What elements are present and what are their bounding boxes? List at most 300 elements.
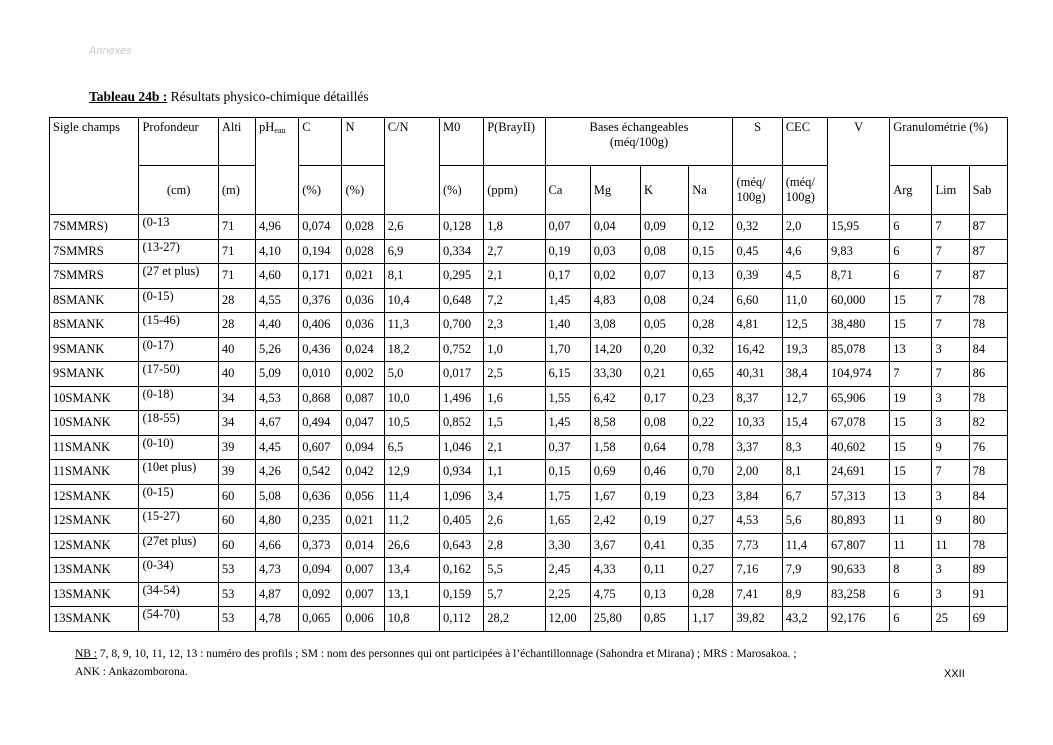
table-cell: (54-70)	[139, 607, 218, 632]
table-row	[50, 435, 1008, 460]
table-cell: 85,078	[827, 337, 889, 362]
col-sigle-header: Sigle champs	[50, 118, 139, 215]
table-cell: 0,007	[342, 558, 384, 583]
table-cell: 15,95	[827, 215, 889, 240]
table-cell: (0-34)	[139, 558, 218, 583]
table-cell: 4,5	[782, 264, 827, 289]
table-cell: 0,17	[640, 386, 688, 411]
table-cell: 60	[218, 533, 255, 558]
col-s-header: S	[733, 118, 782, 166]
table-cell: 7SMMRS	[50, 239, 139, 264]
table-cell: 8,37	[733, 386, 782, 411]
table-row	[50, 362, 1008, 387]
table-cell: (17-50)	[139, 362, 218, 387]
table-cell: (27 et plus)	[139, 264, 218, 289]
table-cell: 19	[890, 386, 932, 411]
table-cell: 0,934	[439, 460, 483, 485]
table-cell: 8,58	[590, 411, 640, 436]
table-cell: 12SMANK	[50, 509, 139, 534]
table-cell: 11,4	[384, 484, 439, 509]
table-cell: 0,700	[439, 313, 483, 338]
table-cell: 4,78	[256, 607, 299, 632]
footnote-label: NB :	[75, 648, 98, 660]
table-cell: 1,45	[545, 411, 590, 436]
table-cell: 53	[218, 582, 255, 607]
table-cell: 0,010	[299, 362, 342, 387]
table-cell: 0,112	[439, 607, 483, 632]
col-sab-header: Sab	[969, 166, 1007, 215]
table-cell: 15,4	[782, 411, 827, 436]
table-cell: 10,8	[384, 607, 439, 632]
col-p-header: P(BrayII)	[484, 118, 545, 166]
table-cell: 8,1	[384, 264, 439, 289]
table-cell: 0,24	[689, 288, 733, 313]
table-cell: 0,41	[640, 533, 688, 558]
table-cell: 0,171	[299, 264, 342, 289]
table-cell: 90,633	[827, 558, 889, 583]
table-cell: 2,6	[484, 509, 545, 534]
table-cell: 1,65	[545, 509, 590, 534]
table-cell: 0,19	[640, 484, 688, 509]
table-cell: 5,0	[384, 362, 439, 387]
table-cell: 60	[218, 509, 255, 534]
table-cell: 0,376	[299, 288, 342, 313]
col-ca-header: Ca	[545, 166, 590, 215]
table-cell: 8,3	[782, 435, 827, 460]
table-cell: 8	[890, 558, 932, 583]
table-cell: 0,69	[590, 460, 640, 485]
table-cell: (0-13	[139, 215, 218, 240]
table-cell: 0,028	[342, 239, 384, 264]
table-cell: 11	[890, 533, 932, 558]
table-cell: 0,162	[439, 558, 483, 583]
s-unit: (méq/ 100g)	[733, 166, 782, 215]
table-cell: 6,60	[733, 288, 782, 313]
table-cell: 4,45	[256, 435, 299, 460]
table-cell: 53	[218, 558, 255, 583]
table-cell: (0-18)	[139, 386, 218, 411]
table-cell: 4,80	[256, 509, 299, 534]
table-cell: 11,4	[782, 533, 827, 558]
table-cell: 7	[932, 264, 969, 289]
table-row	[50, 288, 1008, 313]
table-row	[50, 215, 1008, 240]
table-cell: 0,014	[342, 533, 384, 558]
table-row	[50, 239, 1008, 264]
table-cell: (13-27)	[139, 239, 218, 264]
table-cell: 0,852	[439, 411, 483, 436]
table-cell: 1,1	[484, 460, 545, 485]
table-cell: 86	[969, 362, 1007, 387]
table-cell: 0,08	[640, 288, 688, 313]
table-cell: 12SMANK	[50, 484, 139, 509]
table-cell: 0,23	[689, 386, 733, 411]
table-cell: 0,27	[689, 558, 733, 583]
table-cell: 0,295	[439, 264, 483, 289]
table-cell: 0,32	[733, 215, 782, 240]
table-cell: 0,334	[439, 239, 483, 264]
table-cell: 65,906	[827, 386, 889, 411]
col-na-header: Na	[689, 166, 733, 215]
table-cell: 80,893	[827, 509, 889, 534]
table-cell: 0,868	[299, 386, 342, 411]
table-cell: 15	[890, 411, 932, 436]
table-cell: 7	[932, 215, 969, 240]
table-cell: 12,7	[782, 386, 827, 411]
table-cell: 76	[969, 435, 1007, 460]
table-cell: 7SMMRS	[50, 264, 139, 289]
table-cell: 11,2	[384, 509, 439, 534]
table-cell: 0,02	[590, 264, 640, 289]
table-cell: 1,75	[545, 484, 590, 509]
table-cell: 1,17	[689, 607, 733, 632]
table-cell: 0,074	[299, 215, 342, 240]
table-cell: 78	[969, 288, 1007, 313]
table-cell: 4,73	[256, 558, 299, 583]
table-cell: 0,042	[342, 460, 384, 485]
table-cell: 10,4	[384, 288, 439, 313]
table-cell: 0,094	[342, 435, 384, 460]
table-cell: 0,27	[689, 509, 733, 534]
table-cell: 0,08	[640, 411, 688, 436]
table-cell: 69	[969, 607, 1007, 632]
table-cell: 0,05	[640, 313, 688, 338]
table-cell: 87	[969, 215, 1007, 240]
table-cell: 78	[969, 533, 1007, 558]
table-cell: 5,5	[484, 558, 545, 583]
table-cell: 2,5	[484, 362, 545, 387]
table-cell: 14,20	[590, 337, 640, 362]
table-cell: 8,1	[782, 460, 827, 485]
table-cell: 92,176	[827, 607, 889, 632]
table-cell: 3,84	[733, 484, 782, 509]
table-cell: 8,9	[782, 582, 827, 607]
table-cell: 28	[218, 288, 255, 313]
table-cell: 0,65	[689, 362, 733, 387]
footnote-line1: 7, 8, 9, 10, 11, 12, 13 : numéro des profils ; SM : nom des personnes qui ont participées à l’échantillonnage (Sahondra et Mirana) ; MRS : Marosakoa. ;	[97, 648, 797, 660]
col-c-header: C	[299, 118, 342, 166]
table-cell: 0,373	[299, 533, 342, 558]
table-cell: 0,194	[299, 239, 342, 264]
table-cell: 10SMANK	[50, 386, 139, 411]
table-cell: 0,021	[342, 264, 384, 289]
table-cell: 2,0	[782, 215, 827, 240]
table-cell: 1,496	[439, 386, 483, 411]
table-cell: 11SMANK	[50, 435, 139, 460]
table-cell: 0,08	[640, 239, 688, 264]
table-cell: 104,974	[827, 362, 889, 387]
caption-text: Résultats physico-chimique détaillés	[167, 89, 369, 104]
table-cell: 2,3	[484, 313, 545, 338]
table-cell: 6,15	[545, 362, 590, 387]
table-cell: 1,70	[545, 337, 590, 362]
table-cell: 3,67	[590, 533, 640, 558]
table-cell: 9SMANK	[50, 362, 139, 387]
caption-label: Tableau 24b :	[89, 89, 168, 104]
table-cell: 89	[969, 558, 1007, 583]
table-cell: 12,00	[545, 607, 590, 632]
table-cell: 12,9	[384, 460, 439, 485]
table-cell: 1,8	[484, 215, 545, 240]
table-cell: 15	[890, 435, 932, 460]
table-cell: 33,30	[590, 362, 640, 387]
n-unit: (%)	[342, 166, 384, 215]
p-unit: (ppm)	[484, 166, 545, 215]
table-cell: 0,15	[689, 239, 733, 264]
table-cell: 25	[932, 607, 969, 632]
table-cell: 26,6	[384, 533, 439, 558]
table-cell: 13	[890, 484, 932, 509]
table-cell: 7SMMRS)	[50, 215, 139, 240]
table-cell: 4,96	[256, 215, 299, 240]
table-cell: 0,092	[299, 582, 342, 607]
table-cell: 67,807	[827, 533, 889, 558]
table-body	[50, 215, 1008, 632]
table-cell: 6,9	[384, 239, 439, 264]
table-cell: 7	[932, 313, 969, 338]
table-cell: 0,32	[689, 337, 733, 362]
table-cell: 7,16	[733, 558, 782, 583]
table-cell: 0,643	[439, 533, 483, 558]
table-cell: 7	[932, 460, 969, 485]
table-cell: 13SMANK	[50, 607, 139, 632]
table-cell: 1,6	[484, 386, 545, 411]
table-row	[50, 607, 1008, 632]
table-row	[50, 386, 1008, 411]
table-cell: 0,28	[689, 313, 733, 338]
table-cell: 7	[932, 239, 969, 264]
table-cell: 0,607	[299, 435, 342, 460]
table-cell: 6	[890, 607, 932, 632]
table-cell: 71	[218, 264, 255, 289]
table-cell: 0,648	[439, 288, 483, 313]
running-head: Annexes	[89, 45, 132, 57]
table-cell: 0,028	[342, 215, 384, 240]
table-cell: 3	[932, 582, 969, 607]
table-cell: 11	[932, 533, 969, 558]
table-cell: 4,83	[590, 288, 640, 313]
table-cell: 1,0	[484, 337, 545, 362]
table-cell: 91	[969, 582, 1007, 607]
table-cell: 53	[218, 607, 255, 632]
table-cell: 3	[932, 484, 969, 509]
table-cell: 4,40	[256, 313, 299, 338]
table-cell: 4,26	[256, 460, 299, 485]
table-cell: 2,1	[484, 435, 545, 460]
table-cell: 11,0	[782, 288, 827, 313]
table-cell: 3,30	[545, 533, 590, 558]
table-cell: 18,2	[384, 337, 439, 362]
col-n-header: N	[342, 118, 384, 166]
table-cell: 0,542	[299, 460, 342, 485]
table-cell: 0,13	[689, 264, 733, 289]
table-cell: 4,53	[733, 509, 782, 534]
table-row	[50, 558, 1008, 583]
table-cell: 0,094	[299, 558, 342, 583]
table-row	[50, 460, 1008, 485]
table-cell: 0,19	[545, 239, 590, 264]
col-k-header: K	[640, 166, 688, 215]
table-cell: 0,128	[439, 215, 483, 240]
table-row	[50, 264, 1008, 289]
table-cell: 15	[890, 313, 932, 338]
table-cell: 0,28	[689, 582, 733, 607]
table-cell: 40,602	[827, 435, 889, 460]
table-cell: 9SMANK	[50, 337, 139, 362]
table-cell: 0,17	[545, 264, 590, 289]
table-cell: 4,67	[256, 411, 299, 436]
table-cell: (27et plus)	[139, 533, 218, 558]
table-cell: 8,71	[827, 264, 889, 289]
table-cell: 2,7	[484, 239, 545, 264]
table-cell: 0,64	[640, 435, 688, 460]
table-cell: 11,3	[384, 313, 439, 338]
table-cell: (0-15)	[139, 484, 218, 509]
table-cell: 0,20	[640, 337, 688, 362]
table-cell: 84	[969, 337, 1007, 362]
table-cell: 4,60	[256, 264, 299, 289]
table-cell: 9	[932, 435, 969, 460]
table-cell: 13	[890, 337, 932, 362]
table-cell: 1,046	[439, 435, 483, 460]
table-cell: 0,002	[342, 362, 384, 387]
table-cell: 82	[969, 411, 1007, 436]
table-cell: 6,7	[782, 484, 827, 509]
table-cell: 1,40	[545, 313, 590, 338]
table-cell: 10,0	[384, 386, 439, 411]
col-ph-header: $pH_{eau}$	[256, 118, 299, 215]
table-row	[50, 411, 1008, 436]
table-cell: 39,82	[733, 607, 782, 632]
table-cell: 0,159	[439, 582, 483, 607]
table-cell: 78	[969, 313, 1007, 338]
table-cell: 0,065	[299, 607, 342, 632]
table-cell: 8SMANK	[50, 313, 139, 338]
table-cell: 10SMANK	[50, 411, 139, 436]
table-cell: 0,494	[299, 411, 342, 436]
table-row	[50, 313, 1008, 338]
table-cell: 28,2	[484, 607, 545, 632]
table-cell: 10,5	[384, 411, 439, 436]
table-cell: (15-46)	[139, 313, 218, 338]
table-cell: 3	[932, 337, 969, 362]
table-cell: 1,45	[545, 288, 590, 313]
table-cell: 7,73	[733, 533, 782, 558]
table-cell: 71	[218, 239, 255, 264]
table-cell: 3	[932, 386, 969, 411]
table-cell: 6,42	[590, 386, 640, 411]
table-cell: 1,096	[439, 484, 483, 509]
table-cell: 4,10	[256, 239, 299, 264]
footnote-line2: ANK : Ankazomborona.	[75, 666, 188, 678]
table-cell: 83,258	[827, 582, 889, 607]
table-cell: 43,2	[782, 607, 827, 632]
table-caption	[89, 89, 369, 105]
table-cell: 0,087	[342, 386, 384, 411]
c-unit: (%)	[299, 166, 342, 215]
table-cell: 0,017	[439, 362, 483, 387]
table-cell: 60	[218, 484, 255, 509]
col-mo-header: M0	[439, 118, 483, 166]
table-cell: 4,55	[256, 288, 299, 313]
table-cell: 16,42	[733, 337, 782, 362]
table-cell: 11	[890, 509, 932, 534]
table-row	[50, 509, 1008, 534]
table-cell: 80	[969, 509, 1007, 534]
table-cell: 1,67	[590, 484, 640, 509]
col-arg-header: Arg	[890, 166, 932, 215]
table-cell: 15	[890, 460, 932, 485]
table-cell: 0,436	[299, 337, 342, 362]
table-cell: 38,4	[782, 362, 827, 387]
table-cell: (0-10)	[139, 435, 218, 460]
table-cell: 0,13	[640, 582, 688, 607]
table-cell: 9	[932, 509, 969, 534]
table-cell: 0,11	[640, 558, 688, 583]
col-cec-header: CEC	[782, 118, 827, 166]
table-cell: 1,58	[590, 435, 640, 460]
profondeur-unit: (cm)	[139, 166, 218, 215]
table-cell: 5,08	[256, 484, 299, 509]
results-table	[49, 117, 1008, 632]
table-cell: 0,056	[342, 484, 384, 509]
table-cell: 0,35	[689, 533, 733, 558]
table-cell: 12SMANK	[50, 533, 139, 558]
table-cell: 0,19	[640, 509, 688, 534]
table-cell: 2,00	[733, 460, 782, 485]
table-cell: 19,3	[782, 337, 827, 362]
table-cell: 4,33	[590, 558, 640, 583]
table-cell: 5,7	[484, 582, 545, 607]
table-cell: 4,81	[733, 313, 782, 338]
table-cell: 7	[932, 362, 969, 387]
table-cell: 0,405	[439, 509, 483, 534]
table-cell: 7,2	[484, 288, 545, 313]
table-cell: 0,15	[545, 460, 590, 485]
table-cell: 40	[218, 362, 255, 387]
page-number: XXII	[944, 668, 965, 680]
table-cell: 13SMANK	[50, 558, 139, 583]
table-cell: 0,37	[545, 435, 590, 460]
table-cell: 38,480	[827, 313, 889, 338]
table-cell: 34	[218, 411, 255, 436]
table-cell: 87	[969, 239, 1007, 264]
table-cell: 3,37	[733, 435, 782, 460]
table-cell: 6	[890, 264, 932, 289]
table-cell: 8SMANK	[50, 288, 139, 313]
table-cell: 57,313	[827, 484, 889, 509]
table-cell: 0,007	[342, 582, 384, 607]
table-cell: 3,4	[484, 484, 545, 509]
table-cell: 7,9	[782, 558, 827, 583]
table-cell: 0,021	[342, 509, 384, 534]
table-cell: 0,07	[545, 215, 590, 240]
table-cell: 0,04	[590, 215, 640, 240]
table-cell: 40	[218, 337, 255, 362]
table-cell: 24,691	[827, 460, 889, 485]
table-cell: 6	[890, 582, 932, 607]
table-cell: 6	[890, 215, 932, 240]
table-cell: 39	[218, 460, 255, 485]
table-cell: 0,22	[689, 411, 733, 436]
table-cell: 67,078	[827, 411, 889, 436]
table-row	[50, 582, 1008, 607]
table-cell: 40,31	[733, 362, 782, 387]
table-cell: 0,235	[299, 509, 342, 534]
table-cell: 4,6	[782, 239, 827, 264]
table-cell: (18-55)	[139, 411, 218, 436]
table-cell: 78	[969, 460, 1007, 485]
